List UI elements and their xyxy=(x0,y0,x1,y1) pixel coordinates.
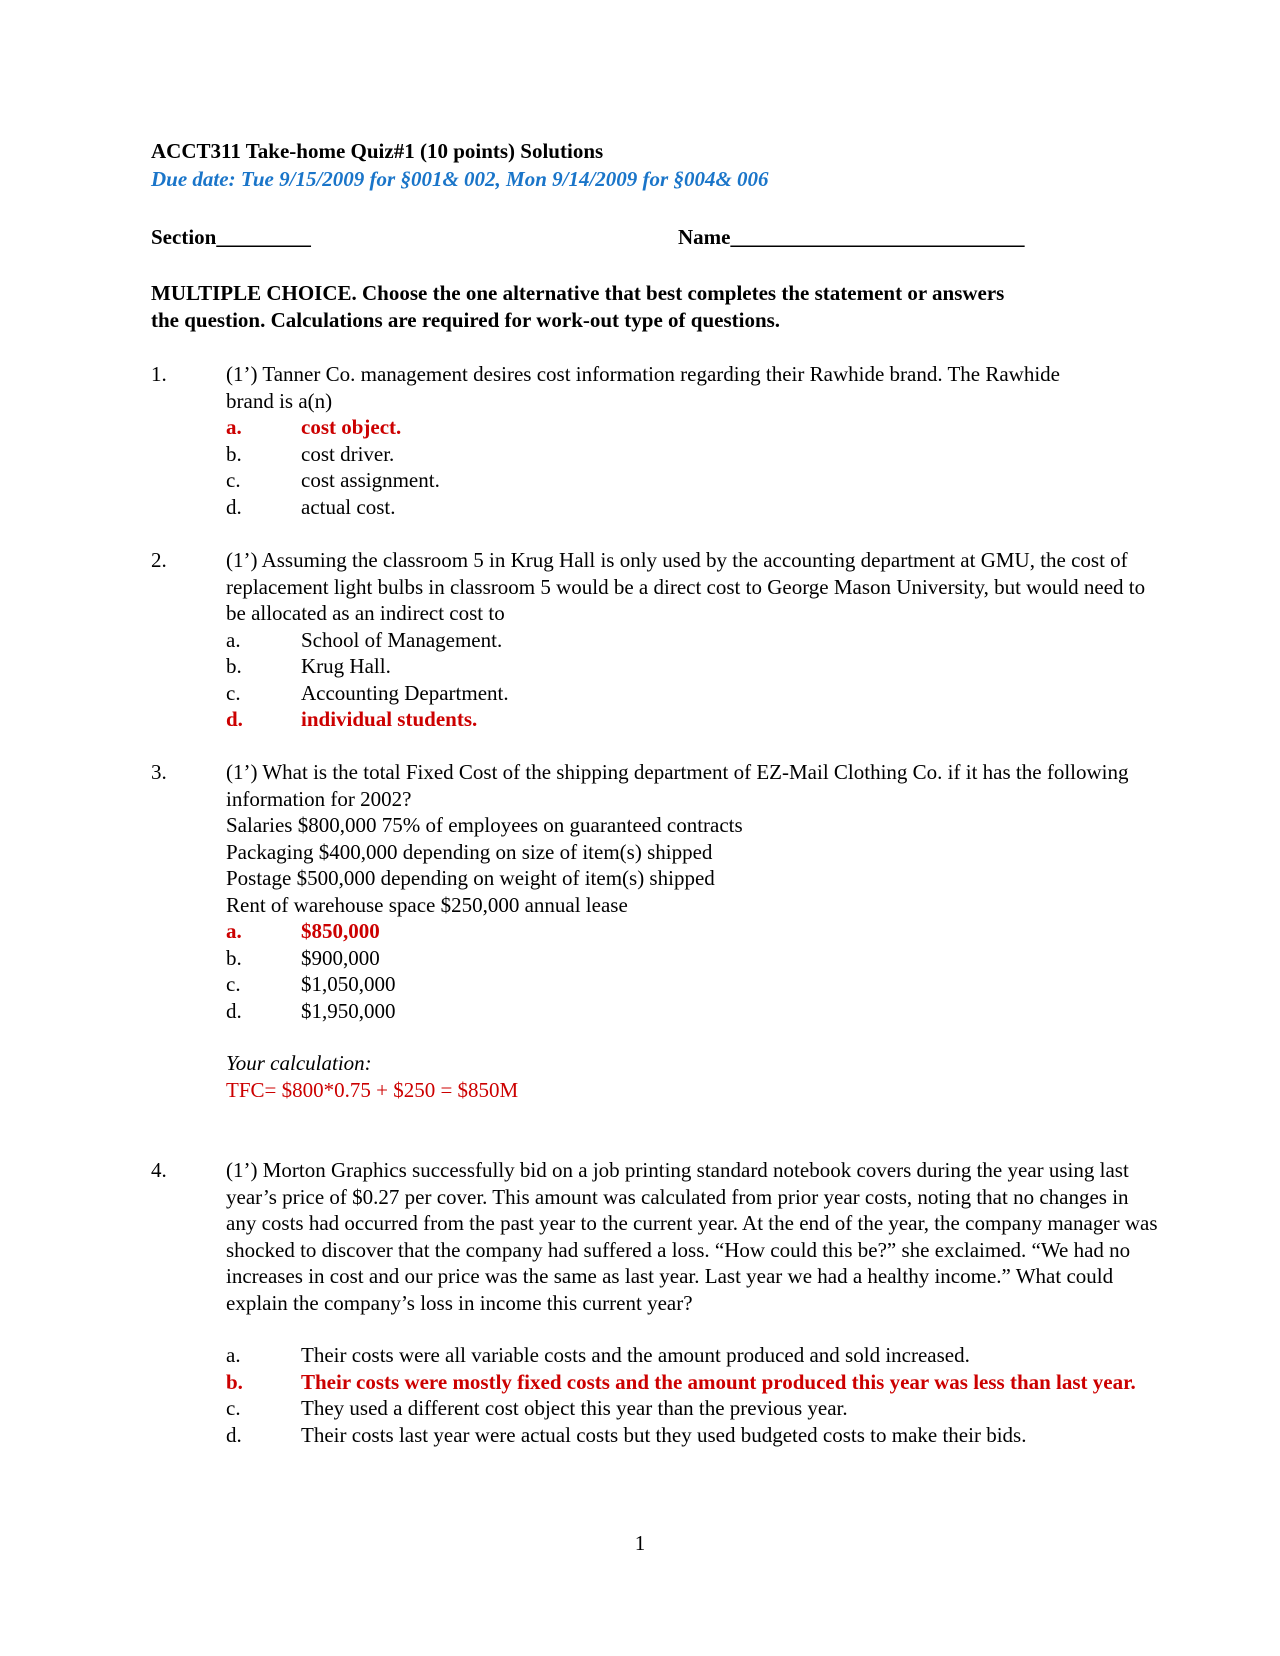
page-number: 1 xyxy=(634,1531,646,1555)
option-a: a. Their costs were all variable costs and the amount produced and sold increased. xyxy=(226,1343,970,1367)
option-d-correct: d. individual students. xyxy=(226,707,478,731)
option-c: c. Accounting Department. xyxy=(226,680,509,705)
quiz-title: ACCT311 Take-home Quiz#1 (10 points) Solutions xyxy=(151,139,604,163)
calculation-label: Your calculation: xyxy=(226,1051,372,1075)
option-d: d. actual cost. xyxy=(226,494,396,519)
instructions xyxy=(151,280,1151,333)
option-a-correct: a. cost object. xyxy=(226,415,402,439)
due-date: Due date: Tue 9/15/2009 for §001& 002, Mon 9/14/2009 for §004& 006 xyxy=(151,167,769,191)
question-1 xyxy=(151,361,1151,520)
option-a: a. School of Management. xyxy=(226,627,503,652)
option-b-correct: b. Their costs were mostly fixed costs and the amount produced this year was less than last year. xyxy=(226,1369,1136,1394)
name-field: Name____________________________ xyxy=(678,225,1025,249)
option-d: d. Their costs last year were actual costs but they used budgeted costs to make their bids. xyxy=(226,1422,1027,1447)
question-number: 1. xyxy=(151,362,167,386)
option-b: b. cost driver. xyxy=(226,441,395,466)
question-text: (1’) Morton Graphics successfully bid on a job printing standard notebook covers during the year using last year’s price of $0.27 per cover. This amount was calculated from prior year costs, noting that no changes in any costs had occurred from the past year to the current year. At the end of the year, the company manager was shocked to discover that the company had suffered a loss. “How could this be?” she exclaimed. “We had no increases in cost and our price was the same as last year. Last year we had a healthy income.” What could explain the company’s loss in income this current year? xyxy=(226,1158,1158,1315)
question-text: (1’) What is the total Fixed Cost of the shipping department of EZ-Mail Clothing Co. if it has the following information for 2002? xyxy=(226,760,1129,811)
instructions-line: the question. Calculations are required for work-out type of questions. xyxy=(151,307,781,332)
option-b: b. Krug Hall. xyxy=(226,654,391,678)
info-line: Packaging $400,000 depending on size of item(s) shipped xyxy=(226,839,713,864)
question-text: (1’) Assuming the classroom 5 in Krug Hall is only used by the accounting department at GMU, the cost of replacement light bulbs in classroom 5 would be a direct cost to George Mason University, but would need to be allocated as an indirect cost to xyxy=(226,548,1146,625)
info-line: Rent of warehouse space $250,000 annual lease xyxy=(226,892,628,917)
question-number: 2. xyxy=(151,548,167,572)
info-line: Postage $500,000 depending on weight of item(s) shipped xyxy=(226,866,715,890)
option-b: b. $900,000 xyxy=(226,945,380,970)
option-c: c. cost assignment. xyxy=(226,468,440,492)
option-c: c. $1,050,000 xyxy=(226,972,396,996)
section-field: Section_________ xyxy=(151,225,311,249)
option-c: c. They used a different cost object this year than the previous year. xyxy=(226,1396,848,1420)
option-a-correct: a. $850,000 xyxy=(226,919,380,943)
question-2 xyxy=(151,547,1151,733)
calculation-answer: TFC= $800*0.75 + $250 = $850M xyxy=(226,1077,519,1102)
question-text: (1’) Tanner Co. management desires cost information regarding their Rawhide brand. The Rawhide brand is a(n) xyxy=(226,362,1061,413)
question-3 xyxy=(151,759,1151,1103)
info-line: Salaries $800,000 75% of employees on guaranteed contracts xyxy=(226,813,743,837)
question-4 xyxy=(151,1157,1161,1448)
instructions-line: MULTIPLE CHOICE. Choose the one alternative that best completes the statement or answers xyxy=(151,281,1005,305)
question-number: 4. xyxy=(151,1158,167,1182)
question-number: 3. xyxy=(151,760,167,784)
option-d: d. $1,950,000 xyxy=(226,998,396,1023)
